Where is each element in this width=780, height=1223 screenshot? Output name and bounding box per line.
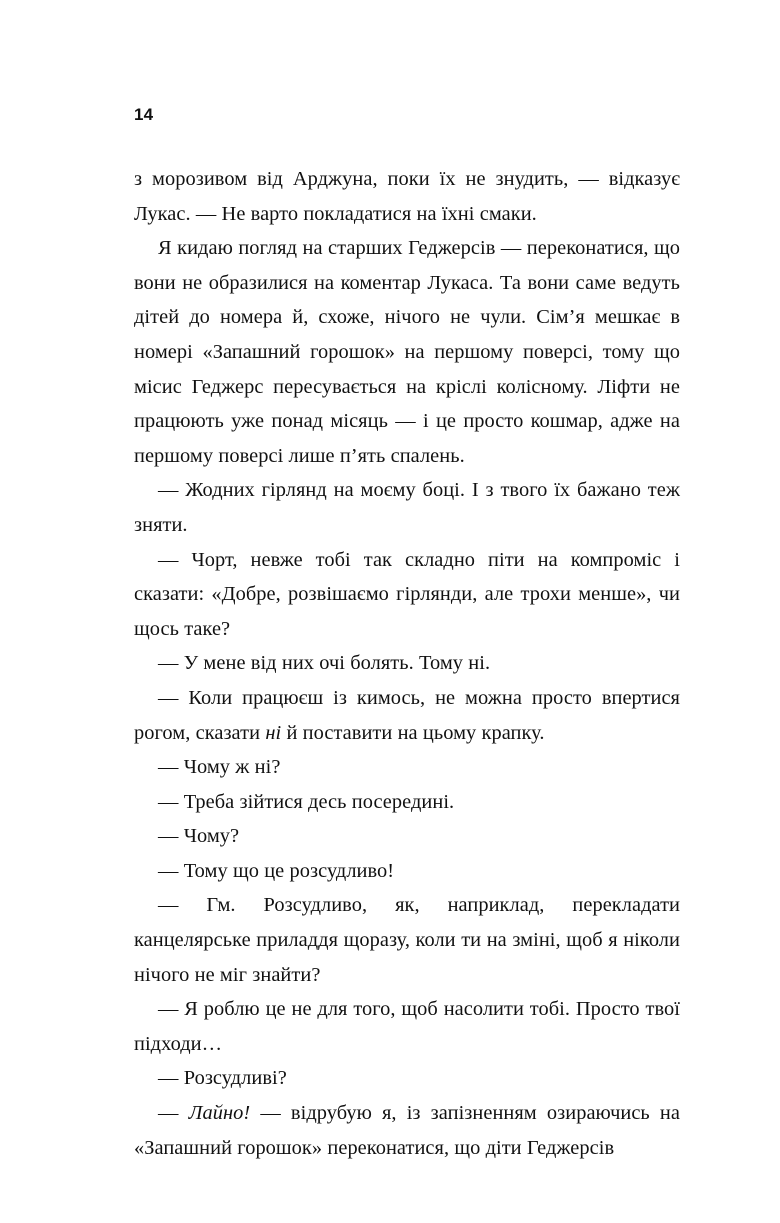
emphasized-text: Лайно! [188,1102,251,1125]
paragraph-text: — Чому? [158,825,240,848]
paragraph-text: — Чорт, невже тобі так складно піти на компроміс і сказати: «Добре, розвішаємо гірлянди, але трохи менше», чи щось таке? [134,548,680,640]
page-number: 14 [134,105,154,124]
emphasized-text: ні [265,721,282,744]
dialogue-paragraph [134,543,680,647]
dialogue-paragraph [134,992,680,1061]
dialogue-paragraph [134,473,680,542]
dialogue-paragraph [134,1096,680,1165]
paragraph-text-before-emphasis: — [158,1102,189,1125]
paragraph-text-after-emphasis: — відрубую я, із запізненням озираючись на «Запашний горошок» переконатися, що діти Геджерсів [134,1102,680,1159]
paragraph-text: з морозивом від Арджуна, поки їх не знудить, — відказує Лукас. — Не варто покладатися на їхні смаки. [134,168,680,225]
paragraph-text: — Тому що це розсудливо! [158,859,395,882]
dialogue-paragraph [134,750,680,785]
paragraph [134,231,680,473]
paragraph-text: — Чому ж ні? [158,756,281,779]
dialogue-paragraph [134,1061,680,1096]
paragraph-text: — Розсудливі? [158,1067,287,1090]
page-text-block [134,162,680,1165]
paragraph-text: — Треба зійтися десь посередині. [158,790,455,813]
dialogue-paragraph [134,854,680,889]
paragraph-text: — У мене від них очі болять. Тому ні. [158,652,491,675]
paragraph-text: — Я роблю це не для того, щоб насолити тобі. Просто твої підходи… [134,998,680,1055]
paragraph [134,162,680,231]
paragraph-text: — Жодних гірлянд на моєму боці. І з твого їх бажано теж зняти. [134,479,680,536]
paragraph-text: Я кидаю погляд на старших Геджерсів — переконатися, що вони не образилися на коментар Лукаса. Та вони саме ведуть дітей до номера й, схоже, нічого не чули. Сім’я мешкає в номері «Запашний горошок» на першому поверсі, тому що місис Геджерс пересувається на кріслі колісному. Ліфти не працюють уже понад місяць — і це просто кошмар, адже на першому поверсі лише п’ять спалень. [134,237,680,467]
dialogue-paragraph [134,681,680,750]
dialogue-paragraph [134,888,680,992]
paragraph-text-after-emphasis: й поставити на цьому крапку. [281,721,545,744]
dialogue-paragraph [134,819,680,854]
paragraph-text: — Гм. Розсудливо, як, наприклад, перекладати канцелярське приладдя щоразу, коли ти на зміні, щоб я ніколи нічого не міг знайти? [134,894,680,986]
dialogue-paragraph [134,785,680,820]
paragraph-text-before-emphasis: — Коли працюєш із кимось, не можна просто впертися рогом, сказати [134,686,680,744]
dialogue-paragraph [134,646,680,681]
